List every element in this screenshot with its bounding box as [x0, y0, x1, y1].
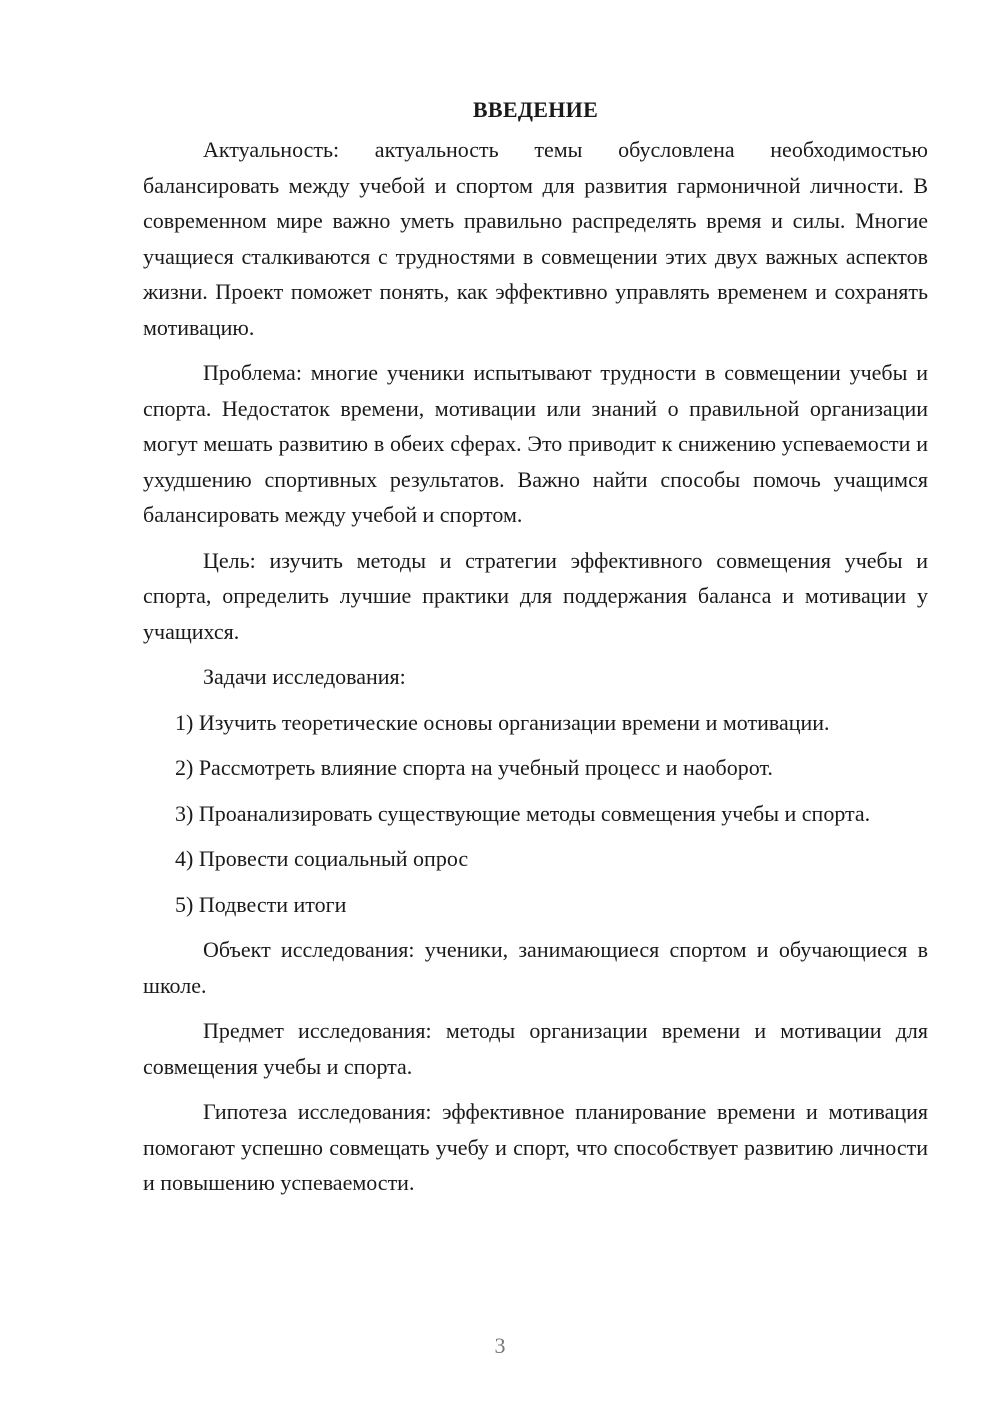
page-title: ВВЕДЕНИЕ — [472, 97, 599, 122]
paragraph-goal: Цель: изучить методы и стратегии эффективного совмещения учебы и спорта, определить лучшие практики для поддержания баланса и мотивации у учащихся. — [143, 547, 928, 644]
paragraph-tasks-header: Задачи исследования: — [203, 664, 406, 689]
paragraph-relevance: Актуальность: актуальность темы обусловлена необходимостью балансировать между учебой и спортом для развития гармоничной личности. В современном мире важно уметь правильно распределять время и силы. Многие учащиеся сталкиваются с трудностями в совмещении этих двух важных аспектов жизни. Проект поможет понять, как эффективно управлять временем и сохранять мотивацию. — [143, 137, 928, 340]
page-number: 3 — [494, 1333, 506, 1358]
paragraph-subject: Предмет исследования: методы организации времени и мотивации для совмещения учебы и спорта. — [143, 1018, 928, 1079]
task-item-1: 1) Изучить теоретические основы организации времени и мотивации. — [175, 709, 830, 735]
task-item-3: 3) Проанализировать существующие методы совмещения учебы и спорта. — [175, 800, 871, 826]
task-item-2: 2) Рассмотреть влияние спорта на учебный процесс и наоборот. — [175, 755, 773, 780]
task-item-4: 4) Провести социальный опрос — [175, 846, 469, 871]
paragraph-hypothesis: Гипотеза исследования: эффективное планирование времени и мотивация помогают успешно совмещать учебу и спорт, что способствует развитию личности и повышению успеваемости. — [143, 1099, 928, 1195]
paragraph-object: Объект исследования: ученики, занимающиеся спортом и обучающиеся в школе. — [143, 937, 928, 998]
paragraph-problem: Проблема: многие ученики испытывают трудности в совмещении учебы и спорта. Недостаток времени, мотивации или знаний о правильной организации могут мешать развитию в обеих сферах. Это приводит к снижению успеваемости и ухудшению спортивных результатов. Важно найти способы помочь учащимся балансировать между учебой и спортом. — [143, 360, 928, 527]
document-page — [143, 92, 928, 1211]
task-item-5: 5) Подвести итоги — [175, 891, 347, 917]
